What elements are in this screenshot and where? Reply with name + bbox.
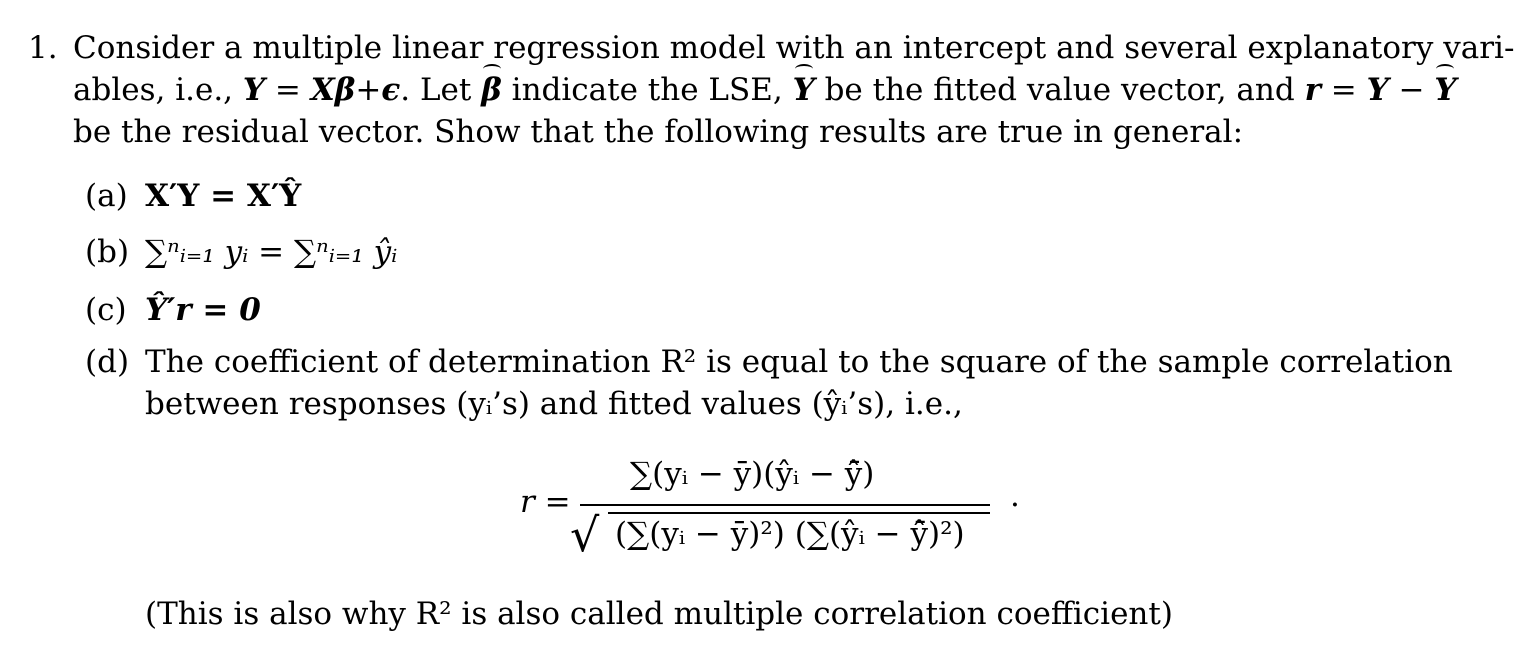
math-r: r [1304,72,1321,108]
problem-line-2 [73,70,1457,110]
math-epsilon: ϵ [381,72,401,108]
part-d-line-1: The coefficient of determination R² is equal to the square of the sample correlation [145,344,1453,380]
math-Y: Y [1366,72,1389,108]
part-c-expression: Ŷ′r = 0 [145,292,261,328]
math-X: X [310,72,335,108]
math-Y: Y [242,72,266,108]
formula-period: . [1010,478,1020,514]
part-a-expression: X′Y = X′Ŷ [145,178,302,214]
math-minus: − [1388,72,1435,108]
formula-numerator: ∑(yᵢ − ȳ)(ŷᵢ − ŷ̄) [630,456,875,492]
math-Y-hat: Y [792,72,815,108]
text-segment: . Let [400,72,482,108]
math-beta-hat: β [481,72,502,108]
part-d-line-2: between responses (yᵢ’s) and fitted values (ŷᵢ’s), i.e., [145,386,963,422]
math-Y-hat: Y [1434,72,1457,108]
closing-note: (This is also why R² is also called multiple correlation coefficient) [145,596,1173,632]
math-equals: = [1320,72,1367,108]
part-c-label: (c) [85,292,127,328]
text-segment: ables, i.e., [73,72,243,108]
math-equals: = [265,72,311,108]
math-beta: β [334,72,356,108]
fraction-bar [580,504,990,506]
part-d-label: (d) [85,344,130,380]
problem-line-3: be the residual vector. Show that the following results are true in general: [73,114,1244,150]
text-segment: indicate the LSE, [501,72,793,108]
correlation-formula [520,452,1040,572]
problem-line-1: Consider a multiple linear regression model with an intercept and several explanatory vari- [73,30,1514,66]
math-plus: + [355,72,382,108]
part-b-label: (b) [85,234,130,270]
formula-denominator: (∑(yᵢ − ȳ)²) (∑(ŷᵢ − ŷ̄)²) [615,516,965,552]
sqrt-symbol: √ [570,508,600,562]
formula-lhs: r = [520,484,571,520]
problem-number: 1. [28,30,58,66]
part-b-expression: ∑ⁿᵢ₌₁ yᵢ = ∑ⁿᵢ₌₁ ŷᵢ [145,234,398,270]
text-segment: be the fitted value vector, and [814,72,1305,108]
part-a-label: (a) [85,178,128,214]
